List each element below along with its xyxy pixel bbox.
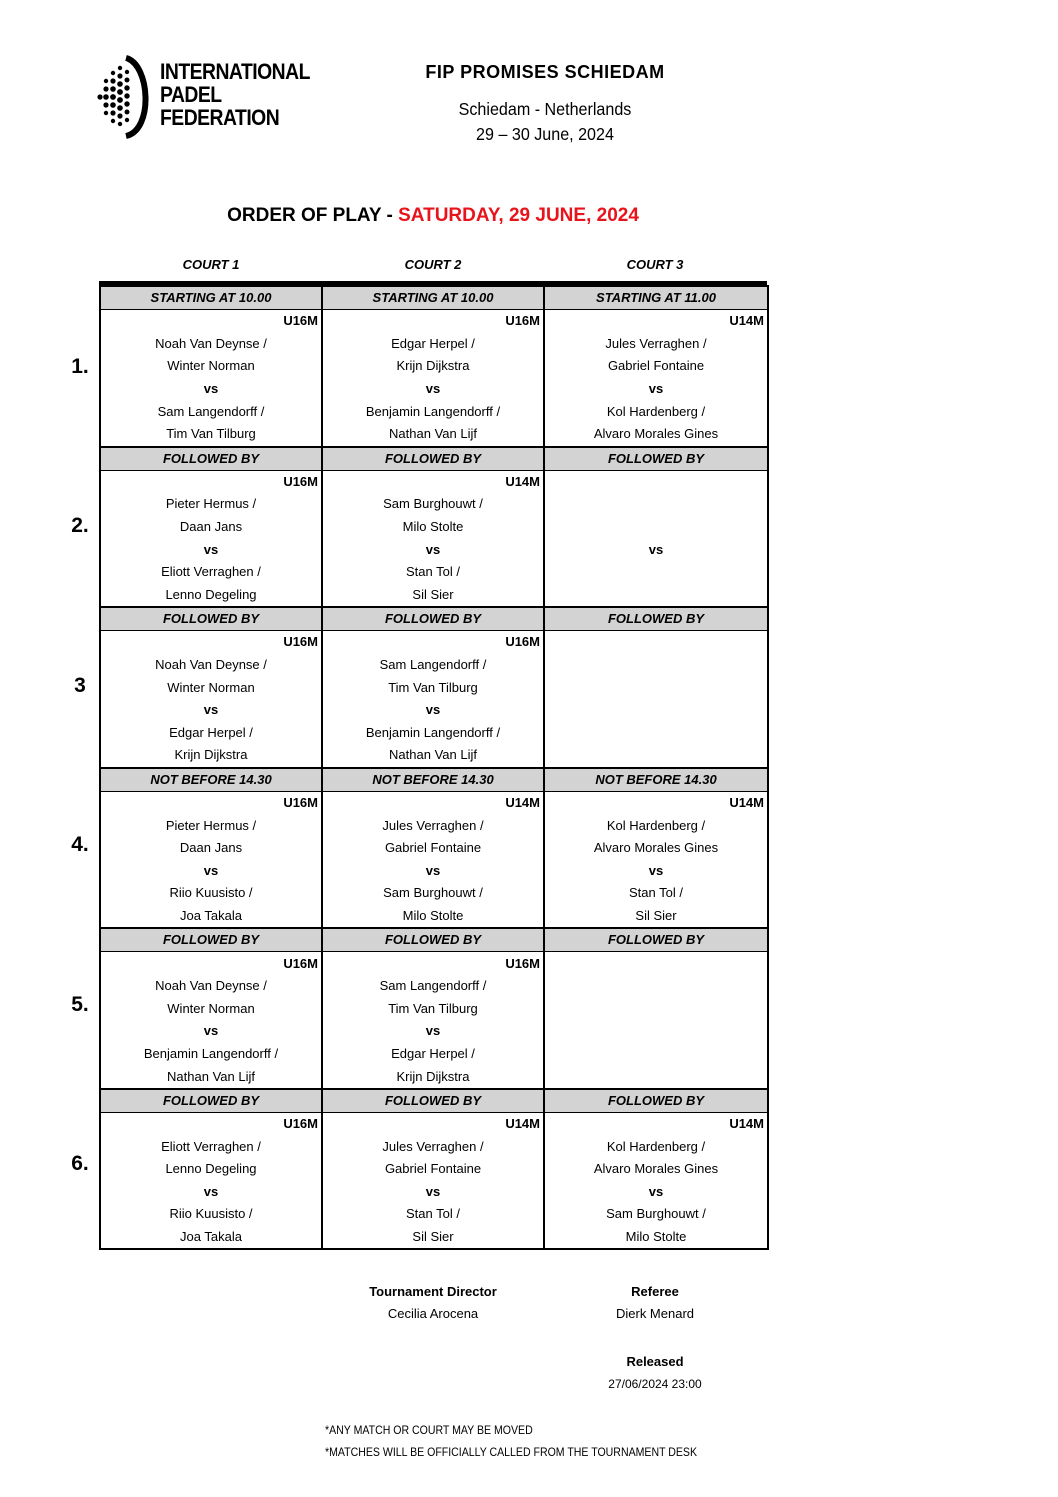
padel-racket-logo-icon	[88, 54, 158, 140]
team2-player2: Lenno Degeling	[100, 584, 322, 608]
team2-player2: Milo Stolte	[544, 1226, 768, 1250]
team2-player2: Nathan Van Lijf	[100, 1065, 322, 1089]
vs-label: vs	[544, 859, 768, 882]
team2-player1: Sam Langendorff /	[100, 400, 322, 423]
team1-player2: Gabriel Fontaine	[322, 1158, 544, 1181]
slot-header-row	[100, 607, 768, 631]
match-row	[100, 1181, 768, 1204]
team1-player1: Noah Van Deynse /	[100, 333, 322, 356]
team2-player2: Joa Takala	[100, 1226, 322, 1250]
team2-player1	[544, 561, 768, 584]
match-row	[100, 837, 768, 860]
team2-player1: Kol Hardenberg /	[544, 400, 768, 423]
team2-player1: Sam Burghouwt /	[322, 882, 544, 905]
team2-player1: Riio Kuusisto /	[100, 882, 322, 905]
vs-label: vs	[322, 378, 544, 401]
team1-player1: Sam Langendorff /	[322, 654, 544, 677]
match-row	[100, 310, 768, 333]
match-row	[100, 975, 768, 998]
match-row	[100, 952, 768, 975]
match-row	[100, 493, 768, 516]
slot-time-label: NOT BEFORE 14.30	[544, 768, 768, 792]
team1-player2: Krijn Dijkstra	[322, 355, 544, 378]
slot-time-label: NOT BEFORE 14.30	[322, 768, 544, 792]
team1-player1: Noah Van Deynse /	[100, 654, 322, 677]
match-category: U14M	[322, 1112, 544, 1135]
team2-player1: Edgar Herpel /	[322, 1043, 544, 1066]
team1-player2	[544, 516, 768, 539]
team2-player1	[544, 722, 768, 745]
match-category: U16M	[100, 791, 322, 814]
team1-player1: Pieter Hermus /	[100, 493, 322, 516]
match-row	[100, 1135, 768, 1158]
team1-player1: Sam Langendorff /	[322, 975, 544, 998]
vs-label: vs	[544, 538, 768, 561]
team2-player2: Nathan Van Lijf	[322, 744, 544, 768]
team1-player2	[544, 997, 768, 1020]
team1-player2: Milo Stolte	[322, 516, 544, 539]
team2-player2	[544, 584, 768, 608]
match-category: U14M	[544, 1112, 768, 1135]
team1-player2: Gabriel Fontaine	[322, 837, 544, 860]
team2-player1: Eliott Verraghen /	[100, 561, 322, 584]
team2-player1	[544, 1043, 768, 1066]
match-row	[100, 699, 768, 722]
match-category: U16M	[100, 631, 322, 654]
match-row	[100, 1020, 768, 1043]
team2-player2	[544, 1065, 768, 1089]
match-row	[100, 882, 768, 905]
team1-player1: Kol Hardenberg /	[544, 1135, 768, 1158]
match-category	[544, 470, 768, 493]
team1-player2: Alvaro Morales Gines	[544, 1158, 768, 1181]
order-of-play-label: ORDER OF PLAY -	[227, 205, 399, 226]
event-title: FIP PROMISES SCHIEDAM	[425, 62, 665, 82]
match-row	[100, 333, 768, 356]
note-tournament-desk: *MATCHES WILL BE OFFICIALLY CALLED FROM THE TOURNAMENT DESK	[325, 1445, 698, 1459]
team1-player1: Pieter Hermus /	[100, 814, 322, 837]
event-location: Schiedam - Netherlands	[458, 99, 632, 119]
slot-number: 3	[74, 673, 86, 697]
slot-number: 1.	[71, 354, 89, 378]
match-row	[100, 470, 768, 493]
slot-time-label: STARTING AT 10.00	[322, 286, 544, 310]
match-row	[100, 997, 768, 1020]
match-category: U14M	[544, 791, 768, 814]
team1-player2: Tim Van Tilburg	[322, 997, 544, 1020]
match-category	[544, 631, 768, 654]
match-row	[100, 791, 768, 814]
match-row	[100, 722, 768, 745]
match-row	[100, 1065, 768, 1089]
match-row	[100, 423, 768, 447]
logo-line: PADEL	[160, 82, 222, 107]
match-category: U16M	[100, 310, 322, 333]
team1-player2: Winter Norman	[100, 997, 322, 1020]
match-category: U14M	[322, 791, 544, 814]
vs-label: vs	[322, 859, 544, 882]
team1-player1: Kol Hardenberg /	[544, 814, 768, 837]
team2-player1: Edgar Herpel /	[100, 722, 322, 745]
match-row	[100, 905, 768, 929]
schedule-table	[99, 285, 769, 1250]
team2-player1: Stan Tol /	[322, 1203, 544, 1226]
slot-number: 6.	[71, 1152, 89, 1175]
match-category: U16M	[100, 1112, 322, 1135]
team2-player1: Riio Kuusisto /	[100, 1203, 322, 1226]
vs-label	[544, 1020, 768, 1043]
team2-player1: Benjamin Langendorff /	[322, 722, 544, 745]
match-row	[100, 561, 768, 584]
match-category: U14M	[544, 310, 768, 333]
match-row	[100, 631, 768, 654]
team1-player1: Jules Verraghen /	[322, 1135, 544, 1158]
team2-player2: Milo Stolte	[322, 905, 544, 929]
team2-player1: Stan Tol /	[322, 561, 544, 584]
slot-time-label: STARTING AT 11.00	[544, 286, 768, 310]
order-of-play-heading	[100, 205, 766, 227]
director-name: Cecilia Arocena	[387, 1306, 479, 1321]
slot-header-row	[100, 1089, 768, 1113]
match-row	[100, 516, 768, 539]
team2-player1: Benjamin Langendorff /	[100, 1043, 322, 1066]
team2-player2: Krijn Dijkstra	[100, 744, 322, 768]
slot-header-row	[100, 447, 768, 471]
match-row	[100, 400, 768, 423]
slot-time-label: FOLLOWED BY	[100, 447, 322, 471]
match-row	[100, 814, 768, 837]
vs-label: vs	[322, 699, 544, 722]
slot-time-label: FOLLOWED BY	[544, 607, 768, 631]
court-2-header: COURT 2	[404, 257, 462, 272]
slot-time-label: FOLLOWED BY	[322, 607, 544, 631]
team1-player2: Lenno Degeling	[100, 1158, 322, 1181]
team1-player2: Alvaro Morales Gines	[544, 837, 768, 860]
logo-line: INTERNATIONAL	[160, 59, 310, 84]
match-row	[100, 378, 768, 401]
slot-time-label: STARTING AT 10.00	[100, 286, 322, 310]
court-headers	[100, 257, 766, 277]
match-row	[100, 654, 768, 677]
team1-player2: Winter Norman	[100, 355, 322, 378]
match-category: U16M	[322, 631, 544, 654]
slot-number: 2.	[71, 514, 89, 537]
slot-header-row	[100, 768, 768, 792]
slot-time-label: FOLLOWED BY	[544, 447, 768, 471]
vs-label: vs	[544, 378, 768, 401]
match-category: U16M	[322, 310, 544, 333]
team2-player2: Nathan Van Lijf	[322, 423, 544, 447]
team1-player1	[544, 975, 768, 998]
logo-line: FEDERATION	[160, 105, 280, 130]
slot-time-label: FOLLOWED BY	[100, 607, 322, 631]
vs-label: vs	[100, 699, 322, 722]
team1-player2: Daan Jans	[100, 516, 322, 539]
match-row	[100, 584, 768, 608]
vs-label: vs	[100, 378, 322, 401]
team2-player1: Sam Burghouwt /	[544, 1203, 768, 1226]
team1-player1: Edgar Herpel /	[322, 333, 544, 356]
match-row	[100, 676, 768, 699]
team2-player1: Stan Tol /	[544, 882, 768, 905]
event-dates: 29 – 30 June, 2024	[476, 124, 614, 144]
team2-player2: Sil Sier	[544, 905, 768, 929]
slot-number: 5.	[71, 992, 89, 1016]
team1-player2: Daan Jans	[100, 837, 322, 860]
vs-label: vs	[100, 859, 322, 882]
team2-player2	[544, 744, 768, 768]
vs-label: vs	[322, 1181, 544, 1204]
fip-logo	[88, 54, 308, 140]
team1-player2: Winter Norman	[100, 676, 322, 699]
team1-player1	[544, 654, 768, 677]
referee-name: Dierk Menard	[615, 1306, 695, 1321]
match-row	[100, 1043, 768, 1066]
match-row	[100, 1112, 768, 1135]
team2-player2: Krijn Dijkstra	[322, 1065, 544, 1089]
director-label: Tournament Director	[369, 1284, 497, 1299]
slot-time-label: NOT BEFORE 14.30	[100, 768, 322, 792]
match-category: U16M	[322, 952, 544, 975]
match-row	[100, 538, 768, 561]
slot-time-label: FOLLOWED BY	[322, 928, 544, 952]
slot-time-label: FOLLOWED BY	[544, 928, 768, 952]
vs-label: vs	[100, 1020, 322, 1043]
match-row	[100, 1203, 768, 1226]
vs-label	[544, 699, 768, 722]
match-category: U16M	[100, 470, 322, 493]
match-row	[100, 355, 768, 378]
match-category	[544, 952, 768, 975]
order-of-play-day: SATURDAY, 29 JUNE, 2024	[398, 205, 639, 226]
team1-player1: Eliott Verraghen /	[100, 1135, 322, 1158]
team2-player2: Alvaro Morales Gines	[544, 423, 768, 447]
slot-time-label: FOLLOWED BY	[100, 1089, 322, 1113]
referee-label: Referee	[631, 1284, 679, 1299]
slot-time-label: FOLLOWED BY	[322, 1089, 544, 1113]
team1-player1: Jules Verraghen /	[544, 333, 768, 356]
vs-label: vs	[100, 538, 322, 561]
team1-player1: Noah Van Deynse /	[100, 975, 322, 998]
match-row	[100, 859, 768, 882]
team2-player2: Joa Takala	[100, 905, 322, 929]
vs-label: vs	[322, 538, 544, 561]
match-row	[100, 744, 768, 768]
team1-player1: Sam Burghouwt /	[322, 493, 544, 516]
team1-player2: Gabriel Fontaine	[544, 355, 768, 378]
match-category: U14M	[322, 470, 544, 493]
team1-player2	[544, 676, 768, 699]
slot-header-row	[100, 286, 768, 310]
slot-number: 4.	[71, 833, 89, 856]
slot-header-row	[100, 928, 768, 952]
team2-player2: Sil Sier	[322, 584, 544, 608]
team2-player2: Tim Van Tilburg	[100, 423, 322, 447]
team1-player2: Tim Van Tilburg	[322, 676, 544, 699]
vs-label: vs	[544, 1181, 768, 1204]
released-value: 27/06/2024 23:00	[608, 1377, 702, 1391]
released-label: Released	[626, 1354, 684, 1369]
slot-time-label: FOLLOWED BY	[322, 447, 544, 471]
team1-player1: Jules Verraghen /	[322, 814, 544, 837]
match-row	[100, 1226, 768, 1250]
vs-label: vs	[322, 1020, 544, 1043]
court-1-header: COURT 1	[182, 257, 240, 272]
court-3-header: COURT 3	[626, 257, 684, 272]
team2-player2: Sil Sier	[322, 1226, 544, 1250]
vs-label: vs	[100, 1181, 322, 1204]
match-category: U16M	[100, 952, 322, 975]
slot-time-label: FOLLOWED BY	[100, 928, 322, 952]
match-row	[100, 1158, 768, 1181]
note-match-moved: *ANY MATCH OR COURT MAY BE MOVED	[325, 1423, 533, 1437]
federation-wordmark	[160, 60, 310, 129]
team2-player1: Benjamin Langendorff /	[322, 400, 544, 423]
team1-player1	[544, 493, 768, 516]
slot-time-label: FOLLOWED BY	[544, 1089, 768, 1113]
